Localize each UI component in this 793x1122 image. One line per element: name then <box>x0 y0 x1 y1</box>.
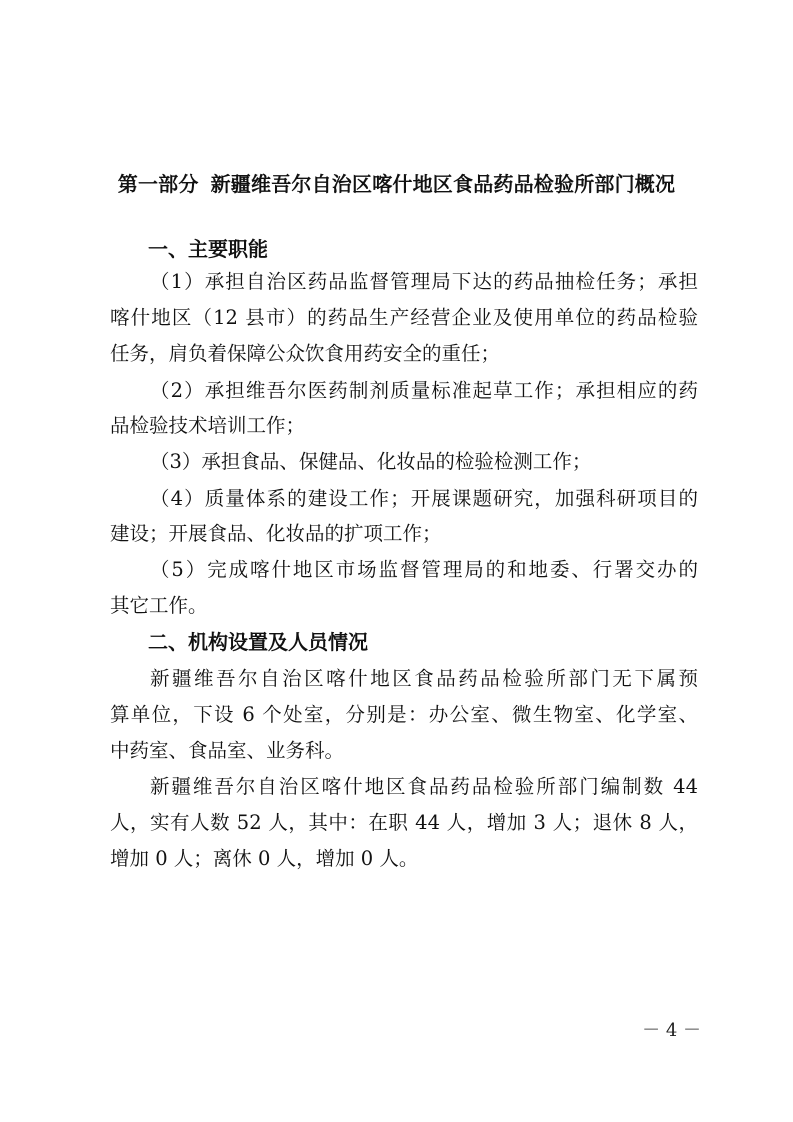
paragraph-line: 品检验技术培训工作； <box>110 414 306 437</box>
paragraph-line: 新疆维吾尔自治区喀什地区食品药品检验所部门编制数 44 <box>150 775 698 798</box>
paragraph-line: 建设；开展食品、化妆品的扩项工作； <box>110 522 442 545</box>
page-title <box>60 170 733 198</box>
paragraph-line: 喀什地区（12 县市）的药品生产经营企业及使用单位的药品检验 <box>110 306 698 329</box>
paragraph-line: 中药室、食品室、业务科。 <box>110 739 345 762</box>
paragraph-line: （3）承担食品、保健品、化妆品的检验检测工作； <box>150 450 592 473</box>
page-number: － 4 － <box>642 1020 701 1041</box>
paragraph-line: （5）完成喀什地区市场监督管理局的和地委、行署交办的 <box>150 558 698 581</box>
title-part: 第一部分 <box>117 172 199 196</box>
paragraph-line: 新疆维吾尔自治区喀什地区食品药品检验所部门无下属预 <box>150 667 698 690</box>
section-heading-organization: 二、机构设置及人员情况 <box>148 630 368 654</box>
paragraph-line: （4）质量体系的建设工作；开展课题研究，加强科研项目的 <box>150 487 698 510</box>
paragraph-line: （2）承担维吾尔医药制剂质量标准起草工作；承担相应的药 <box>150 379 698 402</box>
paragraph-line: 人，实有人数 52 人，其中：在职 44 人，增加 3 人；退休 8 人， <box>110 811 698 834</box>
title-name: 新疆维吾尔自治区喀什地区食品药品检验所部门概况 <box>210 172 676 196</box>
paragraph-line: 算单位，下设 6 个处室，分别是：办公室、微生物室、化学室、 <box>110 703 698 726</box>
paragraph-line: （1）承担自治区药品监督管理局下达的药品抽检任务；承担 <box>150 270 698 293</box>
section-heading-functions: 一、主要职能 <box>148 237 268 261</box>
paragraph-line: 增加 0 人；离休 0 人，增加 0 人。 <box>110 847 419 870</box>
paragraph-line: 其它工作。 <box>110 594 208 617</box>
paragraph-line: 任务，肩负着保障公众饮食用药安全的重任； <box>110 342 501 365</box>
